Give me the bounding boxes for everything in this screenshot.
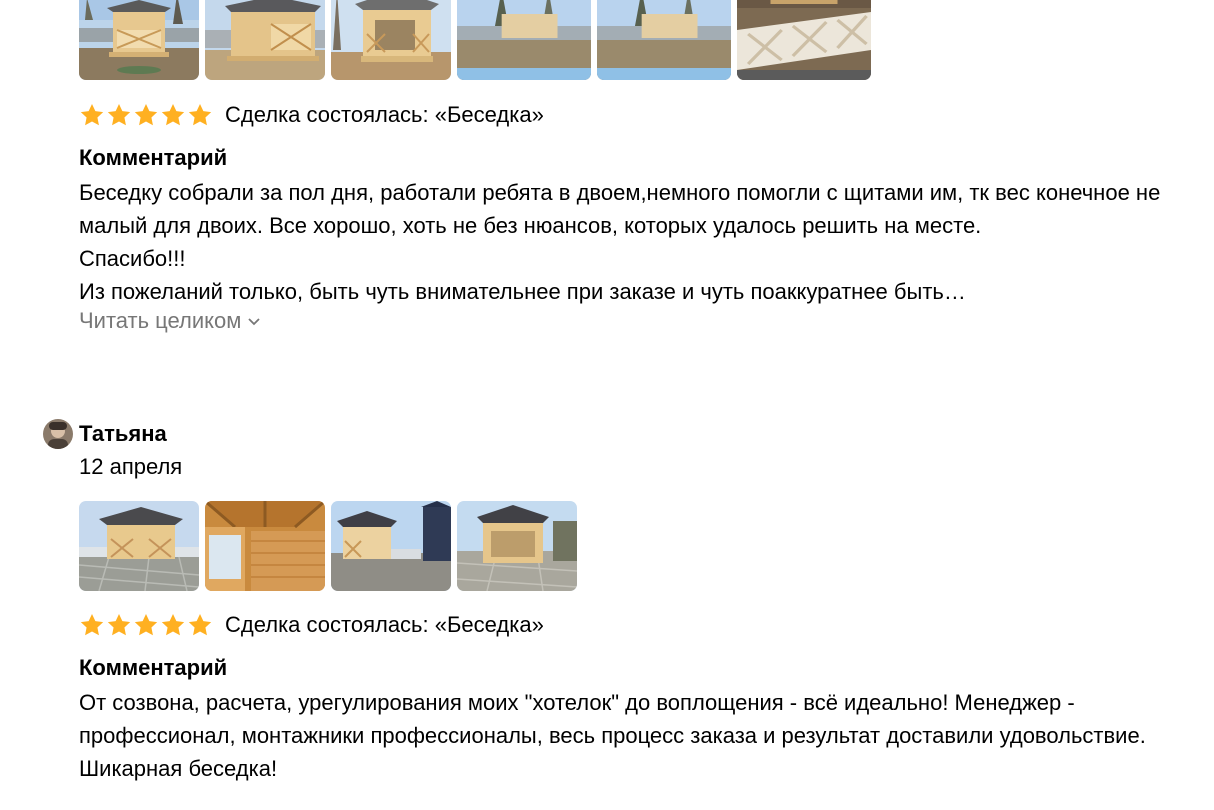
deal-status: Сделка состоялась: «Беседка» [225, 612, 544, 637]
star-icon [133, 612, 159, 638]
review-photo-4[interactable] [457, 0, 591, 80]
star-icon [79, 612, 105, 638]
author-name: Татьяна [79, 421, 167, 446]
star-icon [160, 102, 186, 128]
review-date: 12 апреля [79, 454, 183, 479]
review-photo-6[interactable] [737, 0, 871, 80]
review-photo-3[interactable] [331, 501, 451, 591]
review-photo-1[interactable] [79, 0, 199, 80]
rating-stars [79, 102, 213, 128]
read-more-link[interactable] [79, 308, 1169, 334]
review-photo-5[interactable] [597, 0, 731, 80]
review-photos [79, 501, 1169, 591]
review-1 [79, 0, 1169, 80]
review-photo-2[interactable] [205, 501, 325, 591]
star-icon [187, 102, 213, 128]
review-photo-1[interactable] [79, 501, 199, 591]
review-photo-2[interactable] [205, 0, 325, 80]
deal-status: Сделка состоялась: «Беседка» [225, 102, 544, 127]
star-icon [187, 612, 213, 638]
star-icon [106, 612, 132, 638]
star-icon [106, 102, 132, 128]
review-2-rating-row [79, 610, 1169, 640]
review-photos [79, 0, 1169, 80]
review-photo-3[interactable] [331, 0, 451, 80]
comment-paragraph: Беседку собрали за пол дня, работали ребята в двоем,немного помогли с щитами им, тк вес конечное не малый для двоих. Все хорошо, хоть не без нюансов, которых удалось решить на месте. [79, 180, 1161, 238]
review-2-comment [79, 654, 1169, 785]
rating-stars [79, 612, 213, 638]
comment-text [79, 176, 1169, 308]
review-photo-4[interactable] [457, 501, 577, 591]
comment-title: Комментарий [79, 655, 228, 680]
star-icon [79, 102, 105, 128]
review-2 [79, 501, 1169, 591]
avatar[interactable] [43, 419, 73, 449]
read-more-label: Читать целиком [79, 308, 242, 333]
comment-paragraph: Спасибо!!! [79, 246, 186, 271]
chevron-down-icon [247, 316, 261, 326]
comment-paragraph: Из пожеланий только, быть чуть внимательнее при заказе и чуть поаккуратнее быть… [79, 279, 966, 304]
star-icon [133, 102, 159, 128]
comment-title: Комментарий [79, 145, 228, 170]
review-author [43, 419, 167, 449]
star-icon [160, 612, 186, 638]
comment-text: От созвона, расчета, урегулирования моих "хотелок" до воплощения - всё идеально! Менеджер - профессионал, монтажники профессионалы, весь процесс заказа и результат доставили удовольствие. Шикарная беседка! [79, 690, 1146, 781]
review-1-comment [79, 144, 1169, 334]
review-1-rating-row [79, 100, 1169, 130]
